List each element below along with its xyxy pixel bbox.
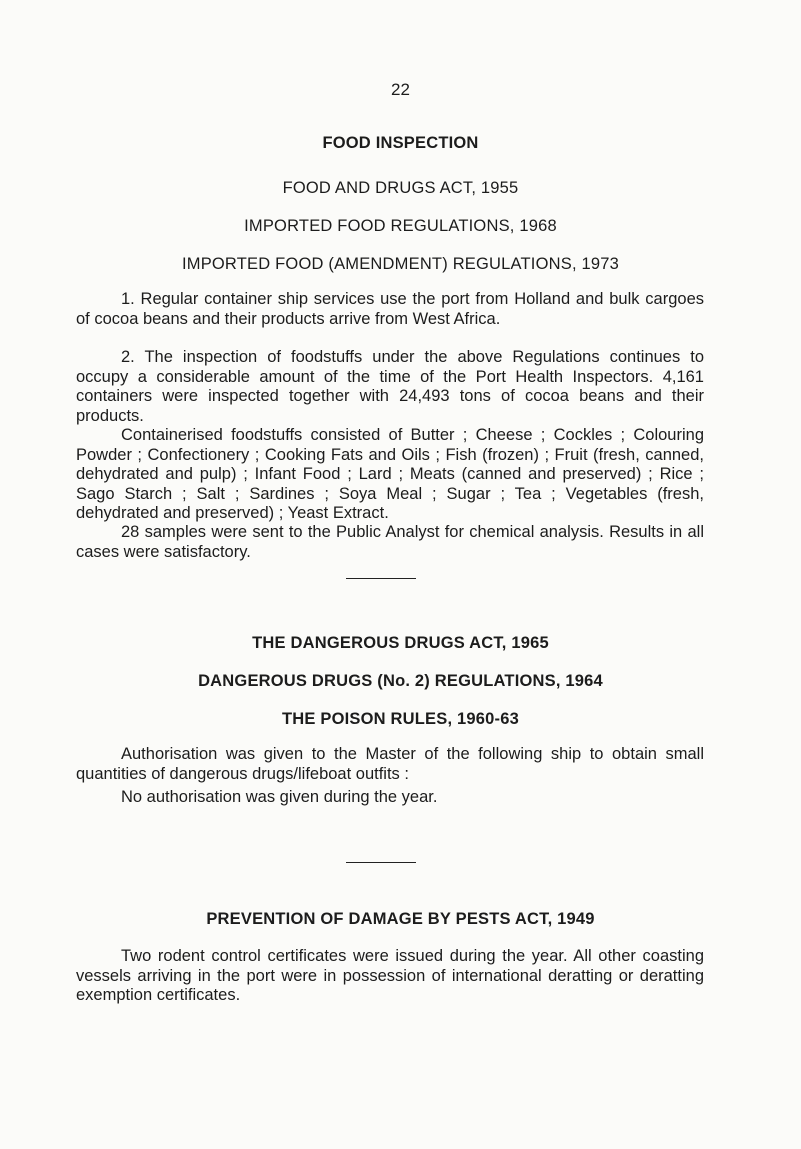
page-number: 22 bbox=[391, 80, 410, 99]
pests-act-heading: PREVENTION OF DAMAGE BY PESTS ACT, 1949 bbox=[206, 910, 595, 928]
section-divider bbox=[346, 862, 416, 863]
paragraph-no-authorisation: No authorisation was given during the year. bbox=[121, 788, 438, 806]
poison-rules-heading: THE POISON RULES, 1960-63 bbox=[282, 710, 519, 728]
dangerous-drugs-regulations-heading: DANGEROUS DRUGS (No. 2) REGULATIONS, 1964 bbox=[198, 672, 603, 690]
paragraph-authorisation: Authorisation was given to the Master of the following ship to obtain small quantities of dangerous drugs/lifeboat outfits : bbox=[76, 745, 704, 783]
paragraph-containerised-foodstuffs: Containerised foodstuffs consisted of Butter ; Cheese ; Cockles ; Colouring Powder ; Confectionery ; Cooking Fats and Oils ; Fish (frozen) ; Fruit (fresh, canned, dehydrated and pulp) ; Infant Food ; Lard ; Meats (canned and preserved) ; Rice ; Sago Starch ; Salt ; Sardines ; Soya Meal ; Sugar ; Tea ; Vegetables (fresh, dehydrated and preserved) ; Yeast Extract. bbox=[76, 426, 704, 522]
imported-food-amendment-heading: IMPORTED FOOD (AMENDMENT) REGULATIONS, 1973 bbox=[181, 255, 620, 273]
dangerous-drugs-act-heading: THE DANGEROUS DRUGS ACT, 1965 bbox=[252, 634, 549, 652]
imported-food-regulations-heading: IMPORTED FOOD REGULATIONS, 1968 bbox=[244, 217, 557, 235]
paragraph-container-services: 1. Regular container ship services use the port from Holland and bulk cargoes of cocoa beans and their products arrive from West Africa. bbox=[76, 290, 704, 328]
paragraph-samples: 28 samples were sent to the Public Analyst for chemical analysis. Results in all cases were satisfactory. bbox=[76, 523, 704, 561]
section-divider bbox=[346, 578, 416, 579]
food-drugs-act-heading: FOOD AND DRUGS ACT, 1955 bbox=[282, 179, 519, 197]
paragraph-rodent-control: Two rodent control certificates were issued during the year. All other coasting vessels arriving in the port were in possession of international deratting or deratting exemption certificates. bbox=[76, 947, 704, 1004]
paragraph-inspection: 2. The inspection of foodstuffs under the above Regulations continues to occupy a considerable amount of the time of the Port Health Inspectors. 4,161 containers were inspected together with 24,493 tons of cocoa beans and their products. bbox=[76, 348, 704, 425]
food-inspection-title: FOOD INSPECTION bbox=[322, 134, 479, 152]
